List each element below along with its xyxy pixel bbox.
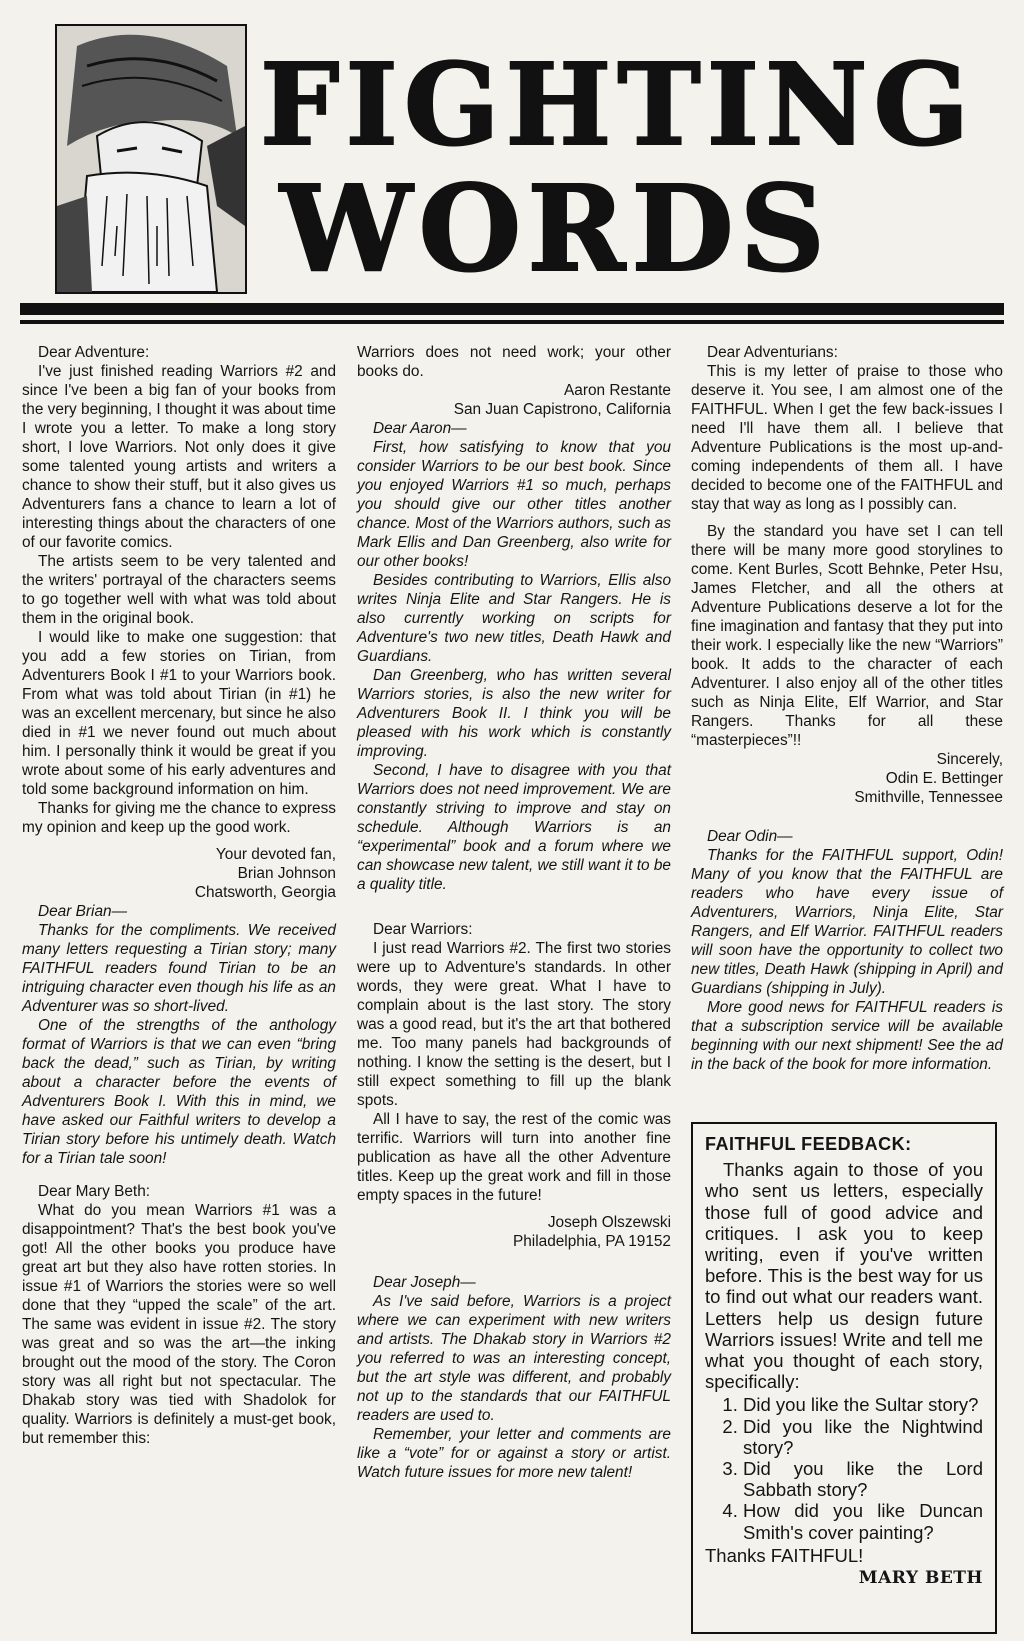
reply-paragraph: As I've said before, Warriors is a project where we can experiment with new writers and artists. The Dhakab story in Warriors #2 you referred to was an interesting concept, but the art style was different, and probably not up to the standards that our FAITHFUL readers are used to. [357, 1293, 671, 1424]
feedback-question: 2. Did you like the Nightwind story? [743, 1416, 983, 1458]
reply-to-joseph [357, 1273, 671, 1482]
signature-location: Smithville, Tennessee [854, 789, 1003, 806]
feedback-thanks: Thanks FAITHFUL! [705, 1544, 864, 1566]
feedback-question: 4. How did you like Duncan Smith's cover painting? [743, 1500, 983, 1542]
letter-paragraph: What do you mean Warriors #1 was a disappointment? That's the best book you've got! All the other books you produce have great art but they also have rotten stories. In issue #1 of Warriors the stories were so well done that they “upped the scale” of the art. The same was evident in issue #2. The story was great and so was the art—the inking brought out the mood of the story. The Coron story was all right but not spectacular. The Dhakab story was tied with Shadolok for quality. Warriors is definitely a must-get book, but remember this: [22, 1202, 336, 1447]
signature-location: Philadelphia, PA 19152 [512, 1233, 671, 1250]
letter-paragraph: By the standard you have set I can tell there will be many more good storylines to come. Kent Burles, Scott Behnke, Peter Hsu, James Fletcher, and all the others at Adventure Publications deserve a lot for the fine imagination and fantasy that they put into their work. I especially like the new “Warriors” book. It adds to the character of each Adventurer. I also enjoy all of the other titles such as Ninja Elite, Elf Warrior, and Star Rangers. Thanks for all these “masterpieces”!! [691, 523, 1003, 749]
feedback-title: FAITHFUL FEEDBACK: [705, 1134, 912, 1154]
reply-paragraph: More good news for FAITHFUL readers is that a subscription service will be available beginning with our next shipment! See the ad in the back of the book for more information. [691, 999, 1003, 1073]
feedback-signoff: MARY BETH [858, 1568, 983, 1589]
letter-odin-bettinger [691, 343, 1003, 807]
title-words: WORDS [280, 159, 831, 298]
signature-line: Sincerely, [936, 751, 1003, 768]
letter-paragraph: I just read Warriors #2. The first two stories were up to Adventure's standards. In other words, they were great. What I have to complain about is the last story. The story was a good read, but it's the art that bothered me. Too many panels had backgrounds of nothing. I know the setting is the desert, but I still expect something to fill up the blank spots. [357, 940, 671, 1109]
reply-paragraph: Second, I have to disagree with you that Warriors does not need improvement. We are constantly striving to improve and stay on schedule. Although Warriors is an “experimental” book and a forum where we can showcase new talent, we still want it to be a quality title. [357, 762, 671, 893]
title-fighting: FIGHTING [260, 40, 976, 171]
letter-brian-johnson [22, 343, 336, 902]
signature-name: Brian Johnson [237, 865, 336, 882]
letter-paragraph: I've just finished reading Warriors #2 and since I've been a big fan of your books from the very beginning, I thought it was about time I wrote you a letter. To make a long story short, I love Warriors. Not only does it give some talented young artists and writers a chance to show their stuff, but it also gives us Adventurers fans a chance to learn a lot of interesting things about the characters of one of our favorite comics. [22, 363, 336, 551]
reply-to-odin [691, 827, 1003, 1074]
reply-salutation: Dear Odin— [707, 828, 793, 845]
letter-aaron-restante [22, 1182, 336, 1448]
reply-paragraph: Thanks for the FAITHFUL support, Odin! Many of you know that the FAITHFUL are readers who have every issue of Adventurers, Warriors, Ninja Elite, Star Rangers, and Elf Warrior. FAITHFUL readers will soon have the opportunity to collect two new titles, Death Hawk (shipping in April) and Guardians (shipping in July). [691, 847, 1003, 997]
feedback-question: 3. Did you like the Lord Sabbath story? [743, 1458, 983, 1500]
reply-paragraph: Remember, your letter and comments are like a “vote” for or against a story or artist. Watch future issues for more new talent! [357, 1426, 671, 1481]
reply-paragraph: Thanks for the compliments. We received many letters requesting a Tirian story; many FAITHFUL readers found Tirian to be an intriguing character even though his life as an Adventurer was so short-lived. [22, 922, 336, 1015]
header-rule-thin [20, 320, 1004, 324]
letter-salutation: Dear Adventurians: [707, 344, 838, 361]
signature-location: San Juan Capistrono, California [453, 401, 671, 418]
reply-salutation: Dear Brian— [38, 903, 127, 920]
signature-location: Chatsworth, Georgia [194, 884, 336, 901]
letter-joseph-olszewski [357, 920, 671, 1251]
reply-salutation: Dear Aaron— [373, 420, 467, 437]
letter-paragraph: The artists seem to be very talented and the writers' portrayal of the characters seems to go together well with what was told about them in the original book. [22, 553, 336, 627]
letter-paragraph: This is my letter of praise to those who deserve it. You see, I am almost one of the FAITHFUL. When I get the few back-issues I need I'll have them all. I believe that Adventure Publications is the most up-and-coming independents of them all. I have decided to become one of the FAITHFUL and stay that way as long as I possibly can. [691, 363, 1003, 513]
column-2 [357, 343, 671, 1482]
feedback-question: 1. Did you like the Sultar story? [743, 1394, 983, 1415]
signature-line: Your devoted fan, [215, 846, 336, 863]
reply-to-brian [22, 902, 336, 1168]
signature-name: Odin E. Bettinger [885, 770, 1003, 787]
reply-paragraph: First, how satisfying to know that you consider Warriors to be our best book. Since you enjoyed Warriors #1 so much, perhaps you should give our other titles another chance. Most of the Warriors authors, such as Mark Ellis and Dan Greenberg, also write for our other books! [357, 439, 671, 570]
reply-paragraph: One of the strengths of the anthology format of Warriors is that we can even “bring back the dead,” such as Tirian, by writing about a character before the events of Adventurers Book I. With this in mind, we have asked our Faithful writers to develop a Tirian story before his untimely death. Watch for a Tirian tale soon! [22, 1017, 336, 1167]
reply-paragraph: Besides contributing to Warriors, Ellis also writes Ninja Elite and Star Rangers. He is also currently working on scripts for Adventure's two new titles, Death Hawk and Guardians. [357, 572, 671, 665]
letter-continuation: Warriors does not need work; your other books do. [357, 344, 671, 380]
header [20, 20, 1004, 330]
warrior-portrait-illustration [55, 24, 247, 294]
reply-paragraph: Dan Greenberg, who has written several Warriors stories, is also the new writer for Adventurers Book II. I think you will be pleased with his work which is constantly improving. [357, 667, 671, 760]
signature-name: Aaron Restante [564, 382, 671, 399]
column-3 [691, 343, 1003, 1074]
signature-name: Joseph Olszewski [547, 1214, 671, 1231]
letter-paragraph: Thanks for giving me the chance to express my opinion and keep up the good work. [22, 800, 336, 836]
letter-salutation: Dear Mary Beth: [38, 1183, 151, 1200]
letter-salutation: Dear Warriors: [373, 921, 473, 938]
feedback-questions [705, 1394, 983, 1542]
feedback-intro: Thanks again to those of you who sent us letters, especially those full of good advice and critiques. I ask you to keep writing, even if you've written before. This is the best way for us to find out what our readers want. Letters help us design future Warriors issues! Write and tell me what you thought of each story, specifically: [705, 1159, 983, 1393]
letter-salutation: Dear Adventure: [38, 344, 150, 361]
column-1 [22, 343, 336, 1448]
reply-to-aaron [357, 419, 671, 894]
letter-paragraph: All I have to say, the rest of the comic was terrific. Warriors will turn into another fine publication as have all the other Adventure titles. Keep up the great work and fill in those empty spaces in the future! [357, 1111, 671, 1204]
reply-salutation: Dear Joseph— [373, 1274, 476, 1291]
letter-paragraph: I would like to make one suggestion: that you add a few stories on Tirian, from Adventurers Book I #1 to your Warriors book. From what was told about Tirian (in #1) he was an excellent mercenary, but since he also died in #1 we never found out much about him. I personally think it would be great if you wrote about some of his early adventures and told some background information on him. [22, 629, 336, 798]
header-rule-thick [20, 303, 1004, 315]
faithful-feedback-box [691, 1122, 997, 1634]
